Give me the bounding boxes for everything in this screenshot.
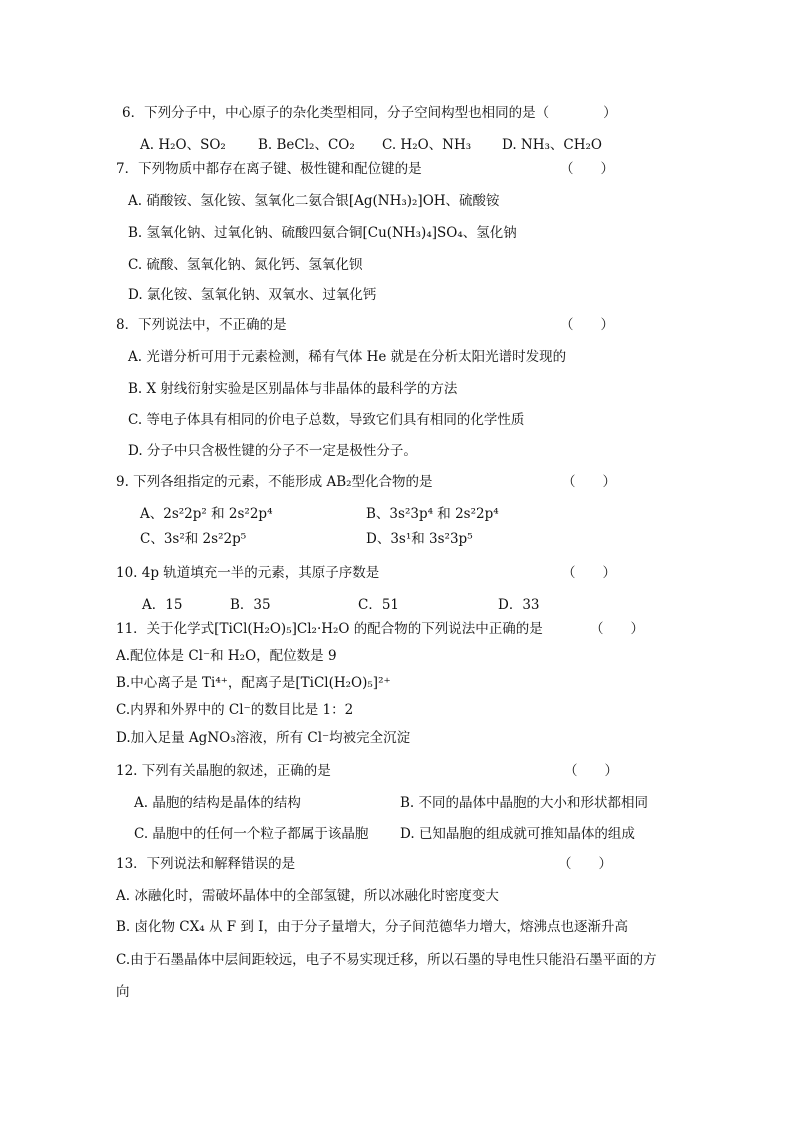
question-13-option-b: B. 卤化物 CX₄ 从 F 到 I，由于分子量增大，分子间范德华力增大，熔沸点也逐渐升高 bbox=[116, 919, 629, 935]
question-8-option-c: C. 等电子体具有相同的价电子总数，导致它们具有相同的化学性质 bbox=[128, 412, 525, 428]
question-13-stem: 13．下列说法和解释错误的是 bbox=[116, 856, 296, 872]
question-11-answer-parens: （ ） bbox=[590, 621, 644, 637]
question-6-option-b: B. BeCl₂、CO₂ bbox=[258, 137, 355, 153]
question-10-option-b: B．35 bbox=[230, 597, 271, 613]
question-12-stem: 12. 下列有关晶胞的叙述，正确的是 bbox=[116, 763, 331, 779]
question-9-option-a: A、2s²2p² 和 2s²2p⁴ bbox=[140, 506, 273, 522]
question-13-option-c-continued: 向 bbox=[116, 984, 130, 1000]
question-8-stem: 8．下列说法中，不正确的是 bbox=[116, 317, 287, 333]
question-8-option-b: B. X 射线衍射实验是区别晶体与非晶体的最科学的方法 bbox=[128, 381, 458, 397]
question-7-stem: 7．下列物质中都存在离子键、极性键和配位键的是 bbox=[116, 161, 422, 177]
question-12-option-d: D. 已知晶胞的组成就可推知晶体的组成 bbox=[400, 826, 635, 842]
question-10-option-d: D．33 bbox=[498, 597, 540, 613]
question-7-option-d: D. 氯化铵、氢氧化钠、双氧水、过氧化钙 bbox=[128, 287, 377, 303]
question-12-option-b: B. 不同的晶体中晶胞的大小和形状都相同 bbox=[400, 795, 649, 811]
question-12-answer-parens: （ ） bbox=[564, 763, 618, 779]
question-13-option-a: A. 冰融化时，需破坏晶体中的全部氢键，所以冰融化时密度变大 bbox=[116, 888, 499, 904]
question-10-option-c: C．51 bbox=[358, 597, 400, 613]
question-7-answer-parens: （ ） bbox=[560, 161, 614, 177]
question-10-answer-parens: （ ） bbox=[562, 565, 616, 581]
question-9-option-c: C、3s²和 2s²2p⁵ bbox=[140, 531, 247, 547]
question-7-option-a: A. 硝酸铵、氢化铵、氢氧化二氨合银[Ag(NH₃)₂]OH、硫酸铵 bbox=[128, 193, 500, 209]
question-12-option-c: C. 晶胞中的任何一个粒子都属于该晶胞 bbox=[134, 826, 369, 842]
question-11-option-b: B.中心离子是 Ti⁴⁺，配离子是[TiCl(H₂O)₅]²⁺ bbox=[116, 675, 391, 691]
question-6-option-d: D. NH₃、CH₂O bbox=[502, 137, 603, 153]
question-8-answer-parens: （ ） bbox=[560, 317, 614, 333]
question-7-option-b: B. 氢氧化钠、过氧化钠、硫酸四氨合铜[Cu(NH₃)₄]SO₄、氢化钠 bbox=[128, 225, 517, 241]
question-11-option-d: D.加入足量 AgNO₃溶液，所有 Cl⁻均被完全沉淀 bbox=[116, 730, 411, 746]
question-12-option-a: A. 晶胞的结构是晶体的结构 bbox=[134, 795, 301, 811]
question-9-answer-parens: （ ） bbox=[562, 474, 616, 490]
question-6-option-a: A. H₂O、SO₂ bbox=[140, 137, 226, 153]
question-6-stem: 6．下列分子中，中心原子的杂化类型相同，分子空间构型也相同的是（ ） bbox=[122, 105, 617, 121]
question-9-stem: 9. 下列各组指定的元素，不能形成 AB₂型化合物的是 bbox=[116, 474, 433, 490]
question-9-option-d: D、3s¹和 3s²3p⁵ bbox=[366, 531, 473, 547]
question-10-stem: 10. 4p 轨道填充一半的元素，其原子序数是 bbox=[116, 565, 380, 581]
question-7-option-c: C. 硫酸、氢氧化钠、氮化钙、氢氧化钡 bbox=[128, 257, 363, 273]
question-11-option-a: A.配位体是 Cl⁻和 H₂O，配位数是 9 bbox=[116, 648, 337, 664]
question-11-stem: 11．关于化学式[TiCl(H₂O)₅]Cl₂·H₂O 的配合物的下列说法中正确的是 bbox=[116, 621, 543, 637]
question-8-option-d: D. 分子中只含极性键的分子不一定是极性分子。 bbox=[128, 443, 417, 459]
question-6-option-c: C. H₂O、NH₃ bbox=[382, 137, 472, 153]
question-13-option-c: C.由于石墨晶体中层间距较远，电子不易实现迁移，所以石墨的导电性只能沿石墨平面的方 bbox=[116, 952, 657, 968]
question-13-answer-parens: （ ） bbox=[558, 856, 612, 872]
question-9-option-b: B、3s²3p⁴ 和 2s²2p⁴ bbox=[366, 506, 499, 522]
question-10-option-a: A．15 bbox=[142, 597, 183, 613]
question-8-option-a: A. 光谱分析可用于元素检测，稀有气体 He 就是在分析太阳光谱时发现的 bbox=[128, 349, 567, 365]
question-11-option-c: C.内界和外界中的 Cl⁻的数目比是 1：2 bbox=[116, 702, 354, 718]
